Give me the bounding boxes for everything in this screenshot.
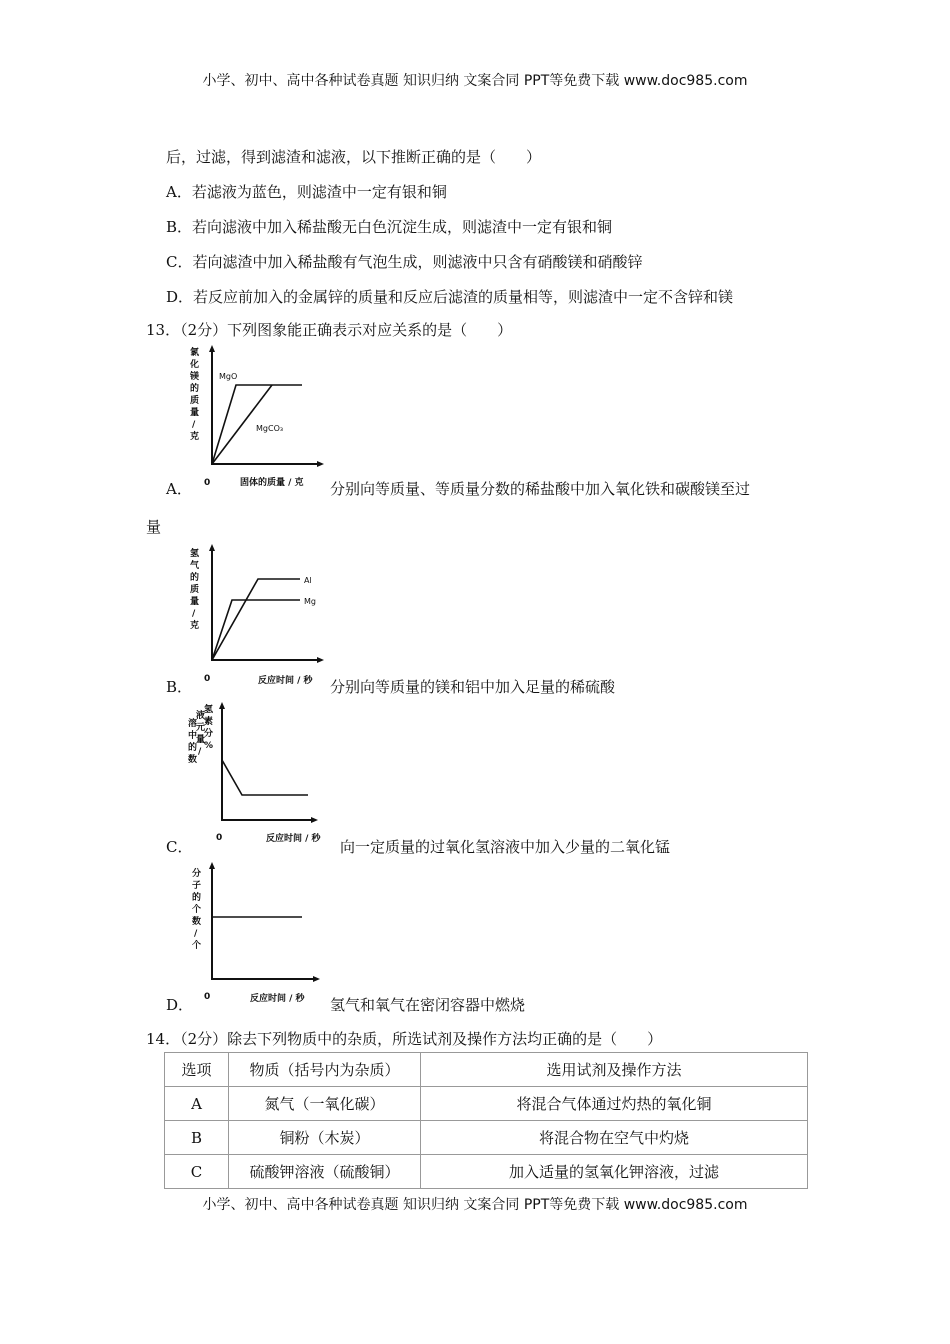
svg-text:分: 分 [204, 729, 214, 739]
graph-d-axes [212, 866, 316, 979]
svg-text:/: / [194, 929, 198, 939]
graph-c-axes [222, 706, 314, 820]
q12-option-b: B．若向滤液中加入稀盐酸无白色沉淀生成，则滤渣中一定有银和铜 [166, 218, 613, 236]
svg-text:分: 分 [192, 869, 202, 879]
q13-option-c-letter: C． [166, 838, 193, 856]
graph-d-origin: 0 [204, 992, 211, 1002]
svg-text:质: 质 [190, 585, 200, 595]
graph-a-y-label [189, 346, 199, 442]
table-row [165, 1121, 808, 1155]
table-cell: 铜粉（木炭） [229, 1121, 421, 1155]
table-cell: 将混合气体通过灼热的氧化铜 [421, 1087, 808, 1121]
graph-b-y-arrow [209, 544, 215, 551]
graph-a-label-mgo: MgO [219, 372, 238, 381]
table-cell: B [165, 1121, 229, 1155]
table-row [165, 1155, 808, 1189]
svg-text:气: 气 [190, 561, 200, 571]
graph-d [186, 860, 328, 1008]
svg-text:素: 素 [204, 717, 214, 727]
svg-text:/: / [192, 420, 196, 430]
graph-b-label-al: Al [304, 576, 312, 585]
q12-option-a: A．若滤液为蓝色，则滤渣中一定有银和铜 [166, 183, 447, 201]
q13-option-b-text: 分别向等质量的镁和铝中加入足量的稀硫酸 [330, 678, 616, 696]
svg-text:子: 子 [192, 881, 202, 891]
graph-c-x-label: 反应时间 / 秒 [266, 834, 321, 844]
graph-b [186, 542, 328, 690]
svg-text:克: 克 [190, 621, 200, 631]
svg-text:质: 质 [190, 396, 200, 406]
table-header-cell: 选用试剂及操作方法 [421, 1053, 808, 1087]
graph-c-origin: 0 [216, 833, 223, 843]
svg-text:中: 中 [188, 731, 198, 741]
graph-b-x-label: 反应时间 / 秒 [258, 676, 313, 686]
svg-text:量: 量 [190, 597, 200, 607]
graph-d-y-arrow [209, 862, 215, 869]
table-cell: 硫酸钾溶液（硫酸铜） [229, 1155, 421, 1189]
svg-text:镁: 镁 [190, 372, 200, 382]
graph-d-x-arrow [313, 976, 320, 982]
graph-a-y-arrow [209, 345, 215, 352]
table-header-row [165, 1053, 808, 1087]
svg-text:溶: 溶 [188, 719, 198, 729]
table-cell: A [165, 1087, 229, 1121]
table-cell: 氮气（一氧化碳） [229, 1087, 421, 1121]
q12-stem-tail: 后，过滤，得到滤渣和滤液，以下推断正确的是（ ） [166, 148, 542, 166]
page-header: 小学、初中、高中各种试卷真题 知识归纳 文案合同 PPT等免费下载 www.doc985.com [202, 73, 748, 89]
graph-b-curve-mg [212, 600, 300, 660]
svg-text:数: 数 [188, 755, 198, 765]
svg-text:量: 量 [190, 408, 200, 418]
page-footer: 小学、初中、高中各种试卷真题 知识归纳 文案合同 PPT等免费下载 www.doc985.com [202, 1197, 748, 1213]
graph-c [186, 700, 336, 848]
graph-a-origin: 0 [204, 478, 211, 488]
graph-b-x-arrow [317, 657, 324, 663]
svg-text:/: / [192, 609, 196, 619]
svg-text:的: 的 [190, 573, 200, 583]
table-header-cell: 物质（括号内为杂质） [229, 1053, 421, 1087]
q12-option-c: C．若向滤渣中加入稀盐酸有气泡生成，则滤液中只含有硝酸镁和硝酸锌 [166, 253, 643, 271]
graph-b-y-label [190, 547, 200, 631]
graph-c-y-arrow [219, 702, 225, 709]
svg-text:氢: 氢 [190, 549, 200, 559]
graph-a-label-mgco3: MgCO₃ [256, 424, 284, 433]
q13-option-c-text: 向一定质量的过氧化氢溶液中加入少量的二氧化锰 [340, 838, 671, 856]
graph-a [186, 343, 328, 491]
svg-text:的: 的 [190, 384, 200, 394]
q12-option-d: D．若反应前加入的金属锌的质量和反应后滤渣的质量相等，则滤渣中一定不含锌和镁 [166, 288, 734, 306]
table-row [165, 1087, 808, 1121]
q14-options-table [164, 1052, 808, 1189]
table-cell: 加入适量的氢氧化钾溶液，过滤 [421, 1155, 808, 1189]
svg-text:%: % [204, 741, 214, 751]
q13-option-a-text: 分别向等质量、等质量分数的稀盐酸中加入氧化铁和碳酸镁至过 [330, 480, 751, 498]
table-cell: 将混合物在空气中灼烧 [421, 1121, 808, 1155]
svg-text:个: 个 [192, 941, 202, 951]
graph-c-x-arrow [311, 817, 318, 823]
graph-a-x-arrow [317, 461, 324, 467]
graph-b-label-mg: Mg [304, 597, 316, 606]
q13-option-d-text: 氢气和氧气在密闭容器中燃烧 [330, 996, 526, 1014]
q13-option-a-letter: A． [166, 480, 192, 498]
svg-text:的: 的 [188, 743, 198, 753]
svg-text:个: 个 [192, 905, 202, 915]
graph-a-axes [212, 349, 320, 464]
graph-c-y-label [188, 703, 213, 765]
graph-b-origin: 0 [204, 674, 211, 684]
svg-text:化: 化 [190, 360, 200, 370]
graph-d-x-label: 反应时间 / 秒 [250, 994, 305, 1004]
svg-text:数: 数 [192, 917, 202, 927]
svg-text:克: 克 [190, 432, 200, 442]
svg-text:/: / [198, 747, 202, 757]
svg-text:元: 元 [196, 723, 206, 733]
table-cell: C [165, 1155, 229, 1189]
svg-text:量: 量 [196, 735, 206, 745]
svg-text:氯: 氯 [190, 348, 200, 358]
graph-d-y-label [191, 867, 201, 951]
q13-option-d-letter: D． [166, 996, 194, 1014]
graph-c-curve [222, 760, 308, 795]
q13-stem: 13．（2分）下列图象能正确表示对应关系的是（ ） [146, 321, 513, 339]
svg-text:的: 的 [192, 893, 202, 903]
q13-option-a-text-cont: 量 [146, 518, 162, 536]
q14-stem: 14．（2分）除去下列物质中的杂质，所选试剂及操作方法均正确的是（ ） [146, 1030, 663, 1048]
svg-text:液: 液 [196, 711, 206, 721]
q13-option-b-letter: B． [166, 678, 193, 696]
table-header-cell: 选项 [165, 1053, 229, 1087]
svg-text:氢: 氢 [204, 705, 214, 715]
graph-a-x-label: 固体的质量 / 克 [240, 478, 304, 488]
